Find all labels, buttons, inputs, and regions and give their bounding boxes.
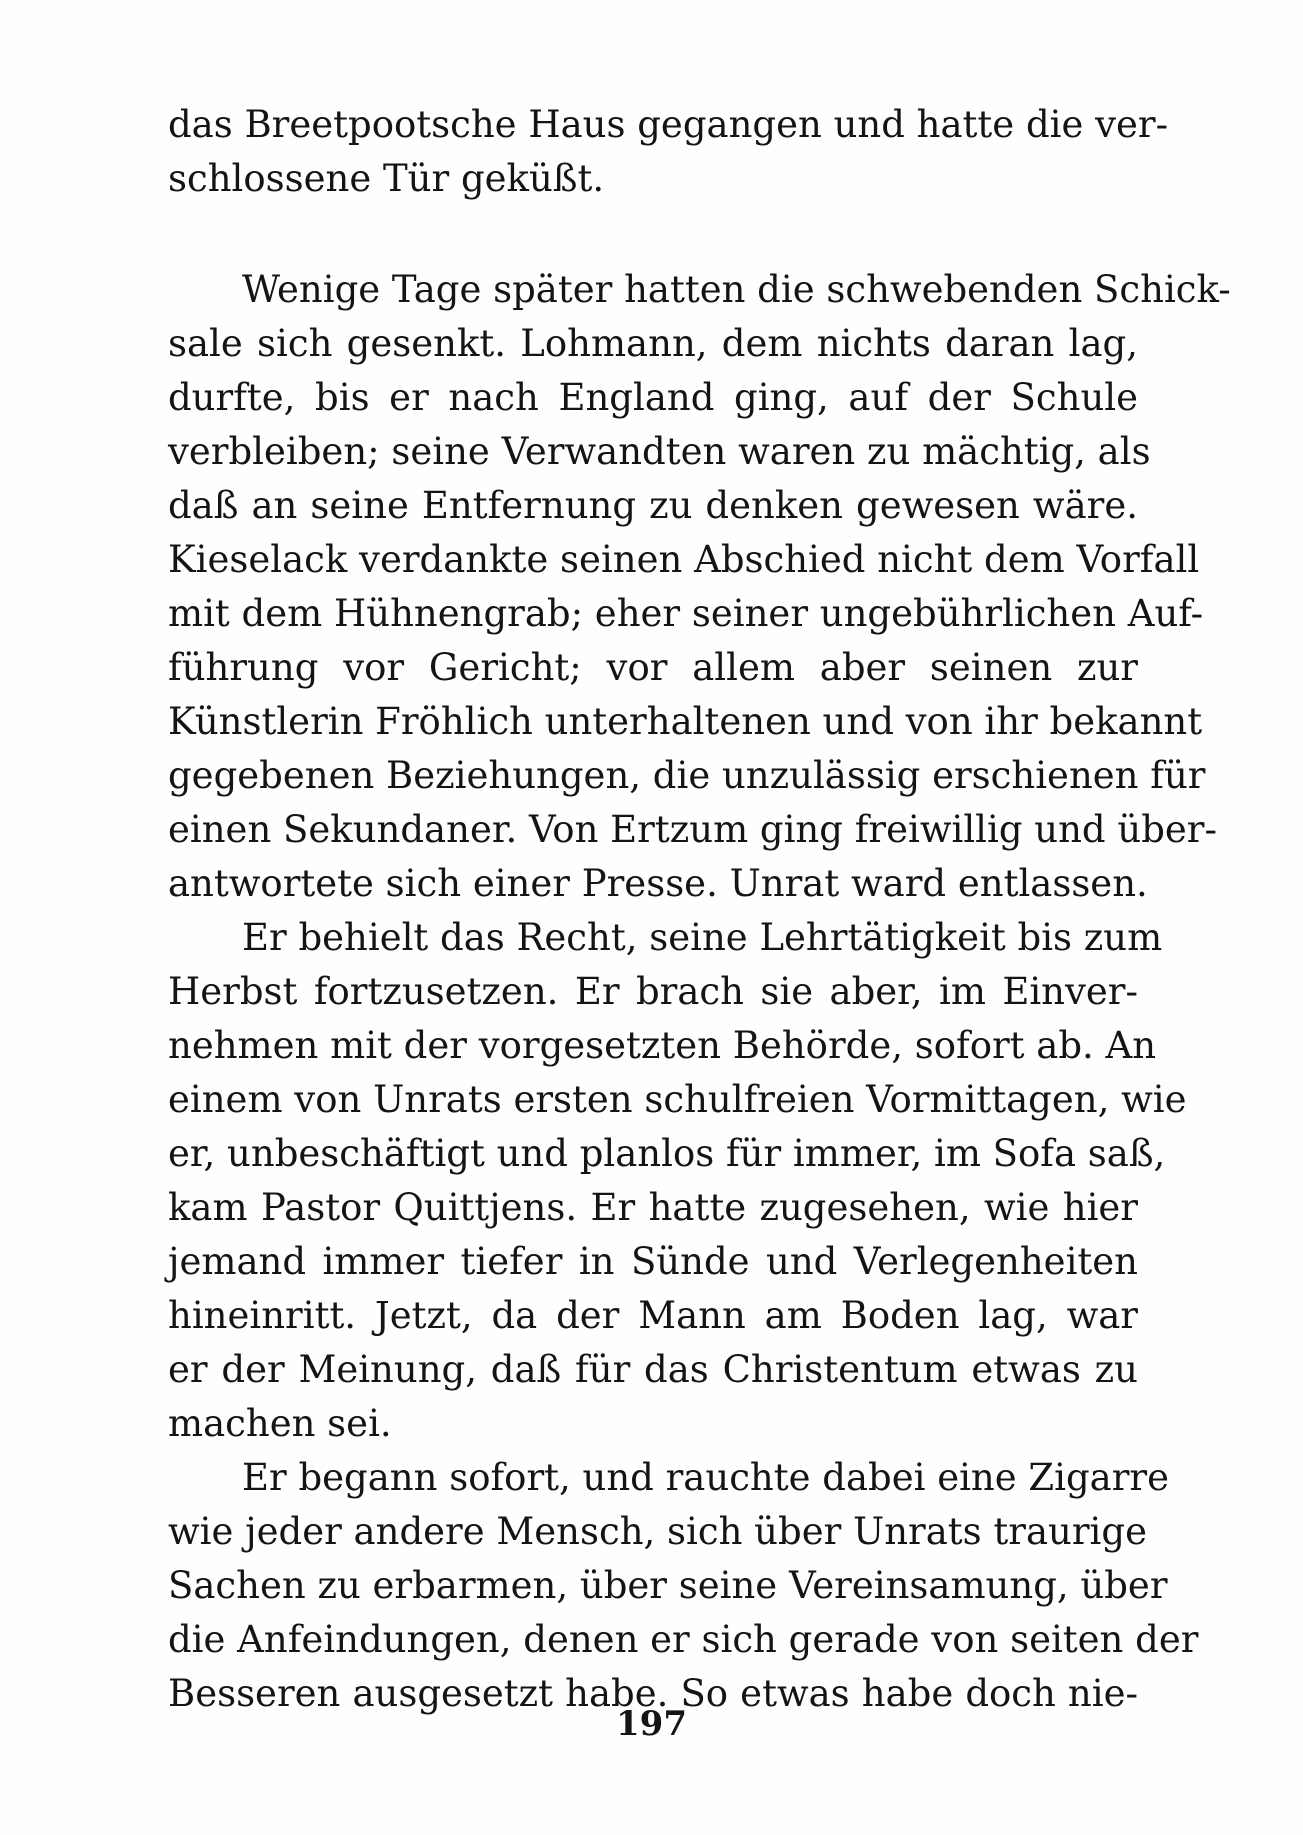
text-line: durfte, bis er nach England ging, auf der Schule [168,376,1138,419]
text-line: machen sei. [168,1402,392,1445]
text-line: daß an seine Entfernung zu denken gewesen wäre. [168,484,1138,527]
text-line: jemand immer tiefer in Sünde und Verlegenheiten [168,1240,1138,1283]
text-line: Herbst fortzusetzen. Er brach sie aber, im Einver- [168,970,1138,1013]
text-line: er, unbeschäftigt und planlos für immer, im Sofa saß, [168,1132,1166,1175]
paragraph-2 [168,263,1231,1721]
text-line: verbleiben; seine Verwandten waren zu mächtig, als [168,430,1151,473]
text-line: er der Meinung, daß für das Christentum etwas zu [168,1348,1138,1391]
text-line: Künstlerin Fröhlich unterhaltenen und von ihr bekannt [168,700,1203,743]
text-line: kam Pastor Quittjens. Er hatte zugesehen, wie hier [168,1186,1138,1229]
page-number: 197 [616,1704,687,1744]
text-line: gegebenen Beziehungen, die unzulässig erschienen für [168,754,1206,797]
text-line: Kieselack verdankte seinen Abschied nicht dem Vorfall [168,538,1200,581]
text-line: die Anfeindungen, denen er sich gerade von seiten der [168,1618,1199,1661]
text-line: einem von Unrats ersten schulfreien Vormittagen, wie [168,1078,1187,1121]
text-line: mit dem Hühnengrab; eher seiner ungebührlichen Auf- [168,592,1204,635]
text-line: Wenige Tage später hatten die schwebenden Schick- [242,268,1231,311]
text-line: Besseren ausgesetzt habe. So etwas habe doch nie- [168,1672,1138,1715]
text-line: hineinritt. Jetzt, da der Mann am Boden lag, war [168,1294,1138,1337]
text-line: das Breetpootsche Haus gegangen und hatte die ver- [168,103,1169,146]
text-line: antwortete sich einer Presse. Unrat ward entlassen. [168,862,1148,905]
text-line: Er behielt das Recht, seine Lehrtätigkeit bis zum [242,916,1163,959]
paragraph-1 [168,98,1169,206]
text-line: schlossene Tür geküßt. [168,157,605,200]
text-line: nehmen mit der vorgesetzten Behörde, sofort ab. An [168,1024,1157,1067]
text-line: sale sich gesenkt. Lohmann, dem nichts daran lag, [168,322,1138,365]
text-line: wie jeder andere Mensch, sich über Unrats traurige [168,1510,1147,1553]
text-line: Sachen zu erbarmen, über seine Vereinsamung, über [168,1564,1168,1607]
text-line: Er begann sofort, und rauchte dabei eine Zigarre [242,1456,1169,1499]
text-line: einen Sekundaner. Von Ertzum ging freiwillig und über- [168,808,1217,851]
text-line: führung vor Gericht; vor allem aber seinen zur [168,646,1138,689]
